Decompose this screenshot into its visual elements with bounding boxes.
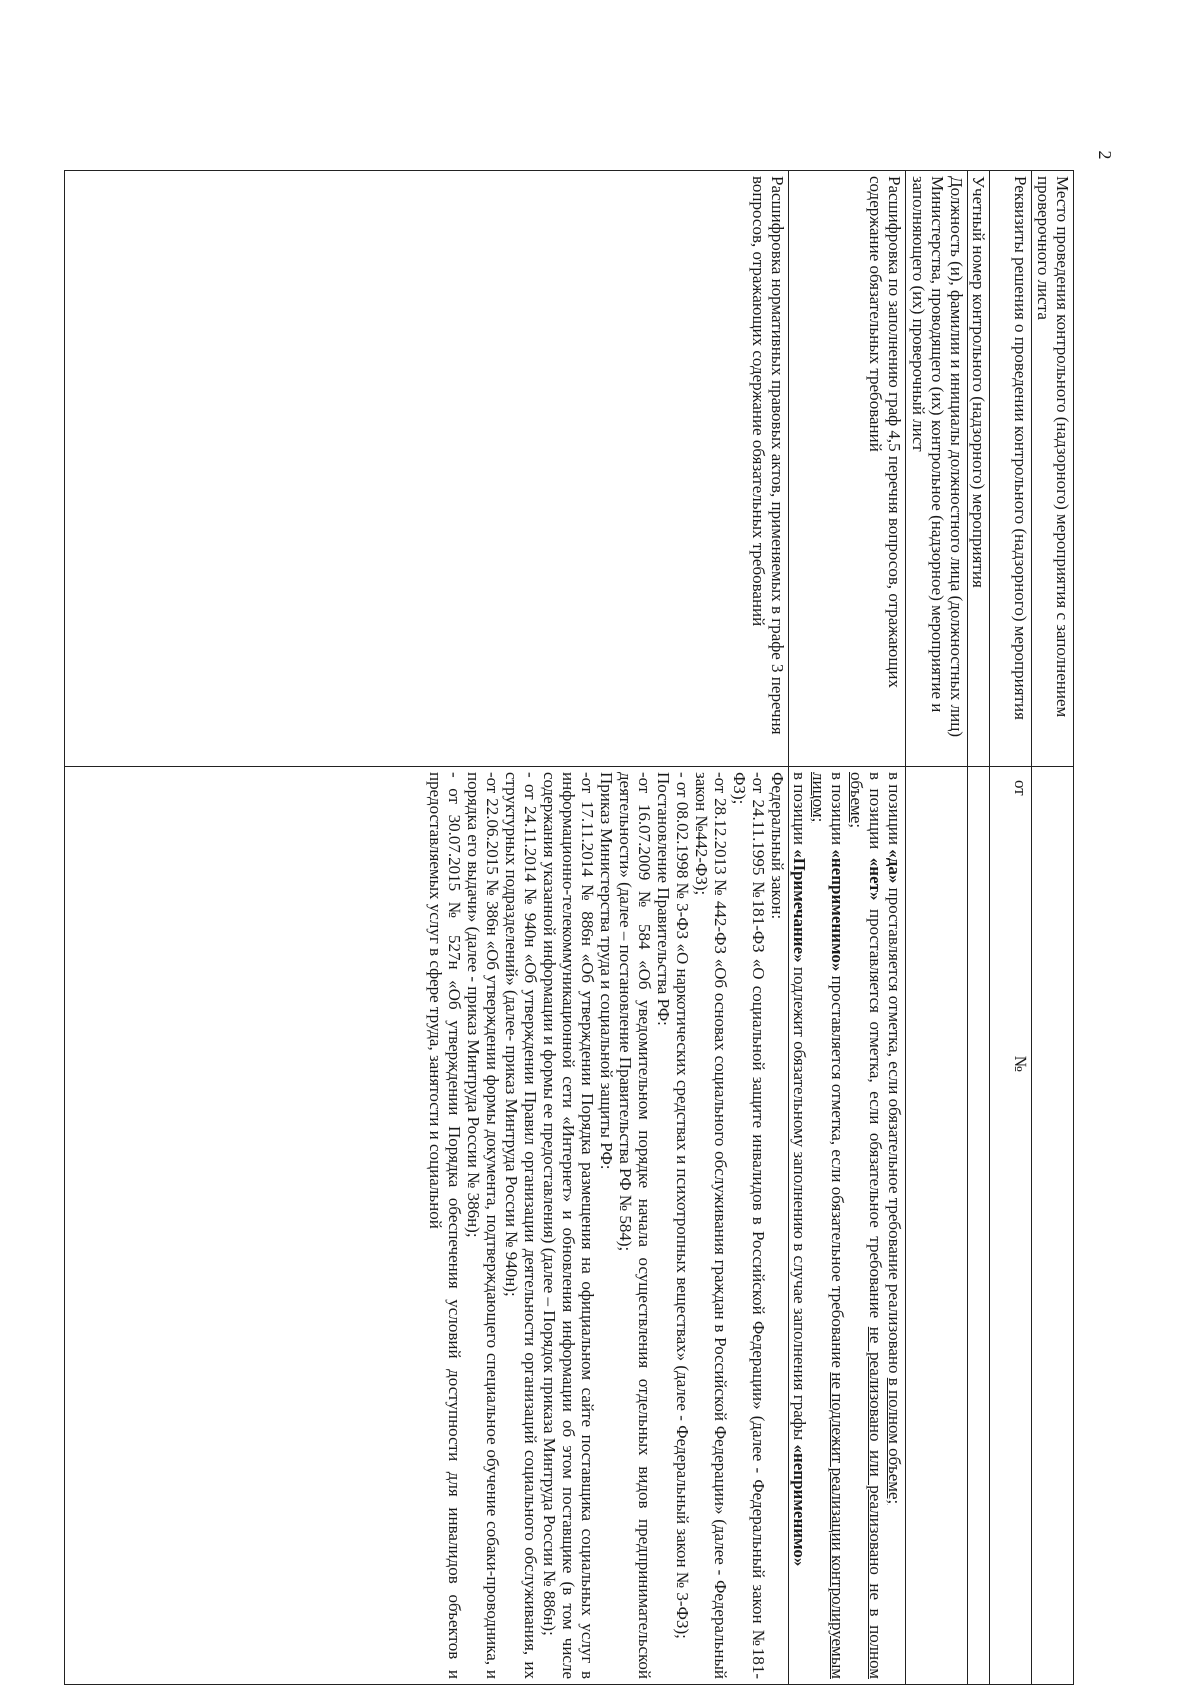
docs-line: Приказ Министерства труда и социальной защиты РФ: (597, 772, 616, 1170)
explain-line: в позиции «неприменимо» проставляется отметка, если обязательное требование не подлежит реализации контролируемым лицом; (809, 772, 847, 1679)
table-row (968, 171, 990, 1685)
table-row (789, 171, 906, 1685)
docs-line: - от 08.02.1998 № 3-ФЗ «О наркотических средствах и психотропных веществах» (далее - Федеральный закон № 3-ФЗ); (673, 772, 692, 1639)
table-row (990, 171, 1032, 1685)
explain-label: Расшифровка по заполнению граф 4,5 перечня вопросов, отражающих содержание обязательных требований (789, 171, 906, 767)
record-value (968, 767, 990, 1685)
docs-line: -от 24.11.1995 №181-ФЗ «О социальной защите инвалидов в Российской Федерации» (далее - Федеральный закон №181-ФЗ); (730, 772, 768, 1679)
requisites-from: от (1011, 780, 1030, 796)
place-label: Место проведения контрольного (надзорного) мероприятия с заполнением проверочного листа (1032, 171, 1074, 767)
table-row (1032, 171, 1074, 1685)
official-label: Должность (и), фамилии и инициалы должностного лица (должностных лиц) Министерства, проводящего (их) контрольное (надзорное) мероприятие и заполняющего (их) проверочный лист (906, 171, 968, 767)
docs-line: -от 17.11.2014 № 886н «Об утверждении Порядка размещения на официальном сайте поставщика социальных услуг в информационно-телекоммуникационной сети «Интернет» и обновления информации об этом поставщике (в том числе содержания указанной информации и формы ее предоставления) (далее – Порядок приказа Минтруда России № 886н); (540, 772, 597, 1679)
docs-line: Постановление Правительства РФ: (654, 772, 673, 1026)
explain-line: в позиции «нет» проставляется отметка, если обязательное требование не реализовано или реализовано не в полном объеме; (847, 772, 885, 1680)
docs-line: -от 22.06.2015 № 386н «Об утверждении формы документа, подтверждающего специальное обучение собаки-проводника, и порядка его выдачи» (далее - приказ Минтруда России № 386н); (464, 772, 502, 1679)
page-number: 2 (1095, 150, 1115, 160)
explain-line: в позиции «да» проставляется отметка, если обязательное требование реализовано в полном объеме; (885, 772, 904, 1505)
docs-line: - от 24.11.2014 № 940н «Об утверждении Правил организации деятельности организаций социального обслуживания, их структурных подразделений» (далее- приказ Минтруда России № 940н); (502, 772, 540, 1679)
checklist-sheet (64, 170, 1074, 1685)
requisites-label: Реквизиты решения о проведении контрольного (надзорного) мероприятия (990, 171, 1032, 767)
official-value (906, 767, 968, 1685)
docs-line: - от 30.07.2015 № 527н «Об утверждении Порядка обеспечения условий доступности для инвалидов объектов и предоставляемых услуг в сфере труда, занятости и социальной (426, 772, 464, 1679)
record-label: Учетный номер контрольного (надзорного) мероприятия (968, 171, 990, 767)
checklist-table (64, 170, 1074, 1685)
docs-line: Федеральный закон: (768, 772, 787, 920)
requisites-value (990, 767, 1032, 1685)
table-row (906, 171, 968, 1685)
table-row (65, 171, 789, 1685)
place-value (1032, 767, 1074, 1685)
docs-line: -от 16.07.2009 № 584 «Об уведомительном порядке начала осуществления отдельных видов предпринимательской деятельности» (далее – постановление Правительства РФ № 584); (616, 772, 654, 1679)
docs-list (65, 767, 789, 1685)
docs-label: Расшифровка нормативных правовых актов, применяемых в графе 3 перечня вопросов, отражающих содержание обязательных требований (65, 171, 789, 767)
docs-line: -от 28.12.2013 № 442-ФЗ «Об основах социального обслуживания граждан в Российской Федерации» (далее - Федеральный закон №442-ФЗ); (692, 772, 730, 1679)
explain-line: в позиции «Примечание» подлежит обязательному заполнению в случае заполнения графы «неприменимо» (790, 772, 809, 1567)
explain-list (789, 767, 906, 1685)
requisites-number: № (1011, 1055, 1030, 1072)
